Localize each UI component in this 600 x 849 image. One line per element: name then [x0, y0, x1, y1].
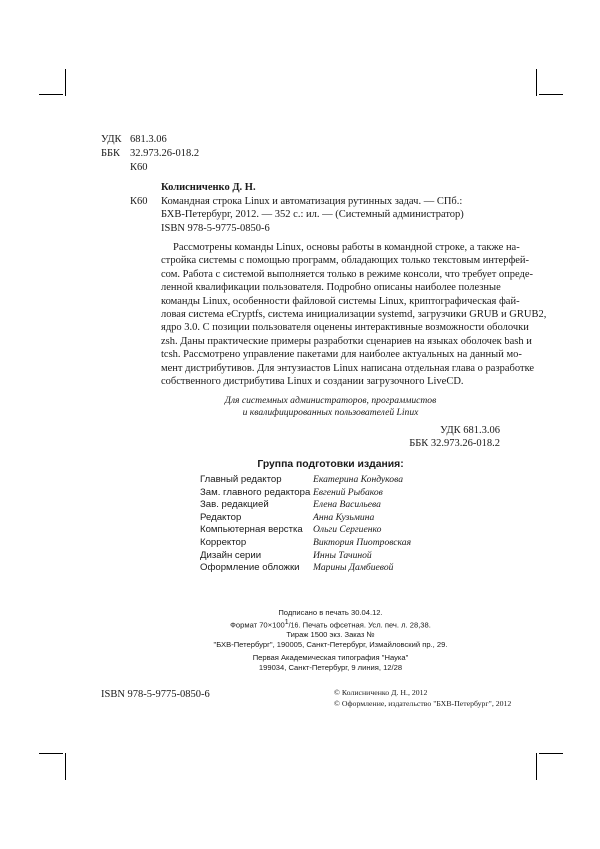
credits-heading: Группа подготовки издания:	[257, 459, 404, 470]
imprint-format-prefix: Формат 70	[230, 620, 268, 630]
crop-mark-bottom-right-horizontal	[539, 753, 563, 754]
annotation-line: tcsh. Рассмотрено управление пакетами для наиболее актуальных на данный мо-	[161, 349, 522, 361]
credit-role: Компьютерная верстка	[200, 524, 303, 536]
credit-role: Главный редактор	[200, 474, 282, 485]
annotation	[161, 241, 547, 388]
credit-person: Евгений Рыбаков	[313, 486, 383, 498]
imprint-format-sub: /16	[288, 622, 299, 630]
credit-person: Ольги Сергиенко	[313, 524, 382, 536]
catalog-title-line-1: Командная строка Linux и автоматизация рутинных задач. — СПб.:	[161, 196, 463, 207]
credit-row	[200, 487, 560, 500]
annotation-line: Рассмотрены команды Linux, основы работы в командной строке, а также на-	[173, 242, 520, 253]
annotation-line: ядро 3.0. С позиции пользователя оценены интерактивные возможности оболочки	[161, 322, 529, 334]
crop-mark-bottom-left-horizontal	[39, 753, 63, 754]
credit-row	[200, 474, 560, 487]
credit-row	[200, 524, 560, 537]
udk-value: 681.3.06	[130, 134, 167, 145]
crop-mark-top-left-horizontal	[39, 94, 63, 95]
imprint	[161, 608, 500, 673]
crop-mark-top-left-vertical	[65, 69, 66, 96]
imprint-publisher: "БХВ-Петербург", 190005, Санкт-Петербург, Измайловский пр., 29.	[213, 639, 448, 649]
catalog-sign: К60	[130, 196, 148, 207]
imprint-format-sup: 1	[284, 618, 289, 626]
crop-mark-bottom-right-vertical	[536, 753, 537, 780]
footer-copyright-1: © Колисниченко Д. Н., 2012	[334, 688, 428, 697]
annotation-line: мент дистрибутивов. Для энтузиастов Linux написана отдельная глава о разработке	[161, 362, 535, 374]
catalog-isbn: ISBN 978-5-9775-0850-6	[161, 223, 270, 234]
annotation-line: команды Linux, особенности файловой системы Linux, криптографическая фай-	[161, 295, 520, 307]
credit-person: Виктория Пиотровская	[313, 537, 412, 548]
imprint-print-run: Тираж 1500 экз. Заказ №	[286, 630, 375, 640]
udk-right: УДК 681.3.06	[440, 425, 500, 436]
credit-role: Зав. редакцией	[200, 499, 269, 511]
udk-label: УДК	[101, 134, 122, 145]
credit-person: Марины Дамбиевой	[313, 562, 394, 574]
footer-isbn: ISBN 978-5-9775-0850-6	[101, 689, 210, 700]
annotation-line: zsh. Даны практические примеры разработки сценариев на языках оболочек bash и	[161, 335, 532, 347]
annotation-line: стройка системы с помощью программ, обладающих только текстовым интерфей-	[161, 255, 530, 267]
credit-role: Корректор	[200, 537, 247, 548]
audience-line-2: и квалифицированных пользователей Linux	[242, 407, 419, 418]
crop-mark-top-right-horizontal	[539, 94, 563, 95]
credit-role: Зам. главного редактора	[200, 486, 311, 498]
credit-person: Елена Васильева	[313, 499, 381, 511]
author-sign: К60	[130, 162, 148, 173]
credit-row	[200, 499, 560, 512]
credit-role: Оформление обложки	[200, 562, 300, 574]
bbk-label: ББК	[101, 148, 121, 159]
bbk-right: ББК 32.973.26-018.2	[409, 438, 500, 449]
credit-person: Инны Тачиной	[313, 549, 372, 561]
credit-role: Редактор	[200, 511, 242, 523]
credit-role: Дизайн серии	[200, 549, 262, 561]
audience-line-1: Для системных администраторов, программистов	[224, 395, 437, 406]
imprint-format-suffix: . Печать офсетная. Усл. печ. л. 28,38.	[298, 620, 431, 630]
bbk-value: 32.973.26-018.2	[130, 148, 200, 159]
credit-row	[200, 512, 560, 525]
crop-mark-top-right-vertical	[536, 69, 537, 96]
footer-copyright-2: © Оформление, издательство "БХВ-Петербург", 2012	[334, 699, 512, 708]
annotation-line: ленной квалификации пользователя. Подробно описаны наиболее полезные	[161, 282, 501, 294]
catalog-author: Колисниченко Д. Н.	[161, 182, 256, 193]
crop-mark-bottom-left-vertical	[65, 753, 66, 780]
catalog-title-line-2: БХВ-Петербург, 2012. — 352 с.: ил. — (Системный администратор)	[161, 209, 464, 220]
credit-person: Анна Кузьмина	[313, 511, 375, 523]
annotation-line: сом. Работа с системой выполняется только в режиме консоли, что требует опреде-	[161, 268, 534, 280]
credits-table	[200, 474, 520, 578]
imprint-signed: Подписано в печать 30.04.12.	[278, 608, 383, 617]
annotation-line: ловая система eCryptfs, система инициализации systemd, загрузчики GRUB и GRUB2,	[161, 309, 547, 321]
annotation-line: собственного дистрибутива Linux и создании загрузочного LiveCD.	[161, 376, 464, 388]
imprint-printer-2: 199034, Санкт-Петербург, 9 линия, 12/28	[258, 662, 403, 672]
credit-row	[200, 562, 560, 575]
credit-person: Екатерина Кондукова	[313, 474, 404, 485]
credit-row	[200, 537, 560, 550]
imprint-printer-1: Первая Академическая типография "Наука"	[252, 653, 409, 663]
imprint-format	[161, 618, 500, 631]
imprint-format-mid: ×100	[267, 620, 285, 630]
credit-row	[200, 550, 560, 563]
